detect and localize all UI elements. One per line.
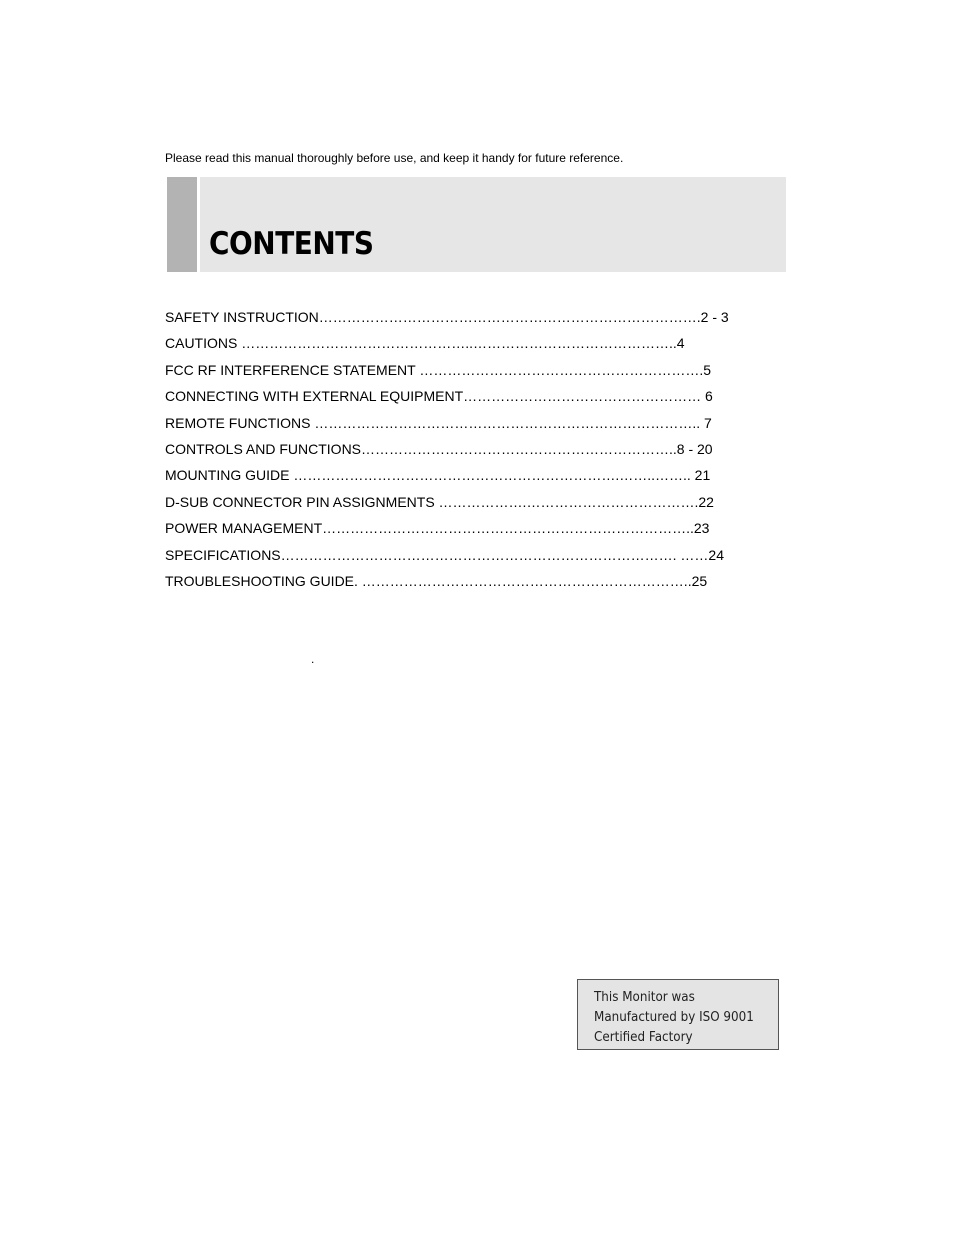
iso-notice-line: This Monitor was (594, 990, 695, 1005)
toc-entry: FCC RF INTERFERENCE STATEMENT …………………………………………………….5 (165, 361, 712, 378)
toc-entry: REMOTE FUNCTIONS ……………………………………………………………………….. 7 (165, 414, 712, 431)
toc-entry: SAFETY INSTRUCTION……………………………………………………………………….2 - 3 (165, 309, 729, 325)
iso-notice-line: Manufactured by ISO 9001 (594, 1010, 754, 1025)
toc-entry: CONTROLS AND FUNCTIONS…………………………………………………………..8 - 20 (165, 440, 713, 457)
contents-banner (200, 177, 786, 272)
table-of-contents (165, 308, 729, 598)
iso-notice-box (577, 979, 779, 1050)
intro-note: Please read this manual thoroughly before use, and keep it handy for future reference. (165, 151, 624, 165)
iso-notice-line: Certified Factory (594, 1030, 693, 1045)
toc-entry: POWER MANAGEMENT……………………………………………………………………..23 (165, 520, 710, 537)
banner-accent-bar (167, 177, 197, 272)
toc-entry: D-SUB CONNECTOR PIN ASSIGNMENTS ……………….……………………………….22 (165, 493, 714, 510)
page-title: CONTENTS (209, 226, 374, 262)
toc-entry: MOUNTING GUIDE …………………………………………………………….……..…….. 21 (165, 467, 711, 484)
toc-entry: CAUTIONS …………………………………………..……………………………………..4 (165, 335, 685, 352)
toc-entry: SPECIFICATIONS…………………………………………………………………………. ……24 (165, 546, 724, 563)
stray-mark: . (311, 652, 315, 666)
toc-entry: CONNECTING WITH EXTERNAL EQUIPMENT…………………………………………… 6 (165, 388, 713, 405)
toc-entry: TROUBLESHOOTING GUIDE. ……………………………………………………………..25 (165, 572, 708, 589)
